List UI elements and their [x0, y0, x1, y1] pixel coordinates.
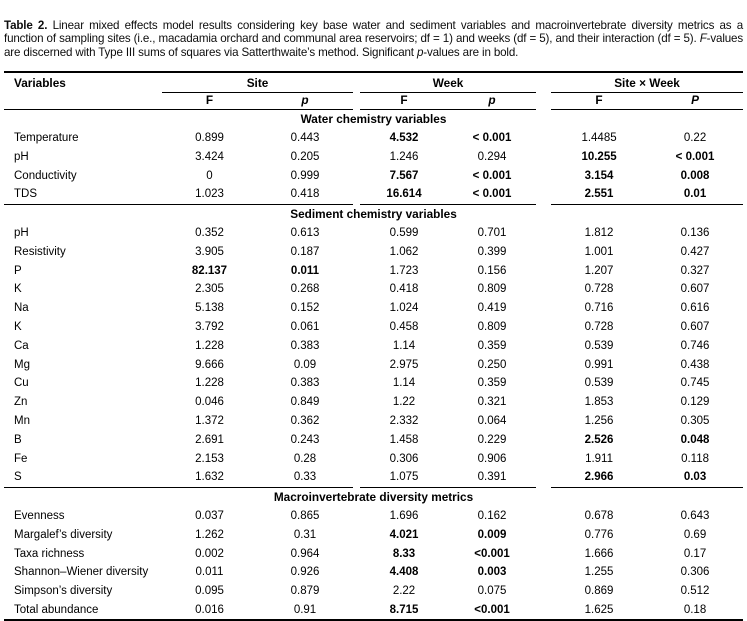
variable-label: K	[14, 283, 22, 296]
column-gap	[353, 129, 360, 148]
value-cell: 0.746	[680, 339, 710, 352]
value-cell: 0.31	[293, 528, 317, 541]
column-gap	[536, 544, 551, 563]
column-gap	[536, 563, 551, 582]
value-cell: 0.607	[680, 283, 710, 296]
column-header-week-p: p	[448, 92, 536, 109]
value-cell: 3.424	[195, 150, 224, 163]
value-cell: 0.399	[477, 245, 507, 258]
column-gap	[353, 355, 360, 374]
column-gap	[536, 280, 551, 299]
value-cell: 1.256	[584, 415, 614, 428]
value-cell: 0.359	[477, 339, 507, 352]
value-cell: 0.016	[162, 601, 257, 621]
table-row	[4, 166, 743, 185]
variable-label: Resistivity	[14, 245, 66, 258]
column-gap	[353, 525, 360, 544]
value-cell: 0.002	[195, 547, 224, 560]
value-cell: 0.156	[477, 264, 507, 277]
value-cell: 1.246	[389, 150, 419, 163]
variable-label: Temperature	[14, 132, 79, 145]
column-gap	[536, 318, 551, 337]
value-cell: 0.809	[477, 283, 507, 296]
column-group-site-week: Site × Week	[551, 72, 743, 93]
value-cell: 0	[206, 169, 213, 182]
value-cell: 0.443	[290, 132, 320, 145]
variable-label: Fe	[14, 452, 28, 465]
value-cell: 0.048	[680, 433, 710, 446]
variable-label: Margalef’s diversity	[14, 528, 113, 541]
value-cell: 0.599	[389, 227, 419, 240]
value-cell: 0.321	[477, 396, 507, 409]
table-row	[4, 412, 743, 431]
value-cell: 0.728	[584, 321, 614, 334]
variable-label: Ca	[14, 339, 29, 352]
table-row	[4, 355, 743, 374]
value-cell: 0.061	[290, 321, 320, 334]
value-cell: < 0.001	[472, 169, 512, 182]
value-cell: 0.458	[389, 321, 419, 334]
column-gap	[353, 412, 360, 431]
column-gap	[353, 336, 360, 355]
value-cell: 0.01	[647, 185, 743, 204]
column-gap	[536, 224, 551, 243]
value-cell: 3.905	[195, 245, 224, 258]
column-gap	[353, 72, 360, 93]
column-gap	[536, 449, 551, 468]
column-header-site-p: p	[257, 92, 353, 109]
value-cell: 0.607	[680, 321, 710, 334]
value-cell: 1.911	[585, 452, 613, 465]
section-header-row	[4, 204, 743, 223]
column-gap	[353, 544, 360, 563]
value-cell: 1.372	[195, 415, 224, 428]
column-gap	[536, 582, 551, 601]
column-gap	[536, 374, 551, 393]
column-gap	[353, 468, 360, 487]
value-cell: 0.999	[290, 169, 320, 182]
column-gap	[353, 582, 360, 601]
table-row	[4, 299, 743, 318]
value-cell: 0.09	[293, 358, 317, 371]
table-row	[4, 544, 743, 563]
value-cell: 0.243	[290, 433, 320, 446]
column-gap	[536, 507, 551, 526]
table-row	[4, 601, 743, 621]
column-gap	[353, 318, 360, 337]
column-gap	[353, 166, 360, 185]
value-cell: 0.152	[290, 302, 320, 315]
table-row	[4, 147, 743, 166]
value-cell: 0.003	[477, 566, 507, 579]
value-cell: 1.024	[389, 302, 419, 315]
value-cell: 0.69	[683, 528, 707, 541]
table-row	[4, 336, 743, 355]
column-gap	[353, 261, 360, 280]
value-cell: 0.187	[290, 245, 320, 258]
column-gap	[353, 507, 360, 526]
value-cell: 1.075	[360, 468, 448, 487]
value-cell: 0.118	[681, 452, 709, 465]
section-title: Water chemistry variables	[300, 112, 447, 127]
table-row	[4, 430, 743, 449]
column-gap	[536, 299, 551, 318]
column-gap	[353, 242, 360, 261]
value-cell: 2.22	[392, 585, 416, 598]
value-cell: 1.853	[584, 396, 614, 409]
value-cell: 0.008	[680, 169, 710, 182]
value-cell: 0.906	[477, 452, 507, 465]
variable-label: Zn	[14, 396, 28, 409]
value-cell: 0.383	[290, 339, 320, 352]
column-header-site-f: F	[162, 92, 257, 109]
value-cell: 0.926	[290, 566, 320, 579]
value-cell: 1.812	[584, 227, 614, 240]
table-row	[4, 224, 743, 243]
value-cell: 0.427	[680, 245, 710, 258]
value-cell: 1.255	[584, 566, 614, 579]
column-gap	[536, 166, 551, 185]
header-group-row	[4, 72, 743, 93]
table-row	[4, 280, 743, 299]
variable-label: pH	[14, 150, 29, 163]
column-header-empty	[4, 92, 162, 109]
value-cell: 1.228	[195, 377, 224, 390]
column-group-week: Week	[360, 72, 536, 93]
value-cell: 2.966	[551, 468, 647, 487]
column-gap	[536, 72, 551, 93]
section-header-row	[4, 487, 743, 506]
table-row	[4, 393, 743, 412]
value-cell: 10.255	[581, 150, 617, 163]
value-cell: 1.458	[389, 433, 419, 446]
value-cell: 1.666	[584, 547, 614, 560]
variable-label: Mn	[14, 415, 30, 428]
variable-label: Shannon–Wiener diversity	[14, 566, 149, 579]
value-cell: 2.305	[195, 283, 224, 296]
table-row	[4, 242, 743, 261]
column-header-variables: Variables	[4, 72, 162, 93]
value-cell: 0.327	[680, 264, 710, 277]
variable-label: Simpson’s diversity	[14, 585, 113, 598]
value-cell: 0.095	[195, 585, 224, 598]
value-cell: 2.691	[195, 433, 224, 446]
variable-label: Total abundance	[4, 601, 162, 621]
value-cell: 0.205	[290, 150, 320, 163]
value-cell: 0.383	[290, 377, 320, 390]
table-row	[4, 374, 743, 393]
column-header-sitexweek-p: P	[647, 92, 743, 109]
value-cell: 82.137	[191, 264, 228, 277]
value-cell: 5.138	[195, 302, 224, 315]
column-gap	[536, 468, 551, 487]
variable-label: B	[14, 433, 22, 446]
value-cell: 2.153	[195, 452, 224, 465]
value-cell: 8.33	[392, 547, 416, 560]
value-cell: 1.696	[389, 510, 419, 522]
column-gap	[353, 449, 360, 468]
variable-label: TDS	[4, 185, 162, 204]
value-cell: 0.359	[477, 377, 507, 390]
column-gap	[536, 261, 551, 280]
column-gap	[536, 185, 551, 204]
table-row	[4, 563, 743, 582]
table-caption-label: Table 2.	[4, 18, 48, 32]
variable-label: P	[14, 264, 22, 277]
value-cell: 1.023	[162, 185, 257, 204]
column-gap	[353, 147, 360, 166]
value-cell: 1.632	[162, 468, 257, 487]
table-row	[4, 468, 743, 487]
column-gap	[536, 430, 551, 449]
value-cell: 0.91	[257, 601, 353, 621]
column-gap	[536, 355, 551, 374]
value-cell: 0.418	[257, 185, 353, 204]
column-gap	[536, 336, 551, 355]
value-cell: 0.28	[293, 452, 317, 465]
variable-label: K	[14, 321, 22, 334]
value-cell: 0.776	[584, 528, 614, 541]
column-gap	[353, 601, 360, 621]
value-cell: 0.964	[290, 547, 320, 560]
value-cell: 0.075	[477, 585, 507, 598]
value-cell: 0.879	[290, 585, 320, 598]
value-cell: 0.418	[389, 283, 419, 296]
value-cell: 0.616	[680, 302, 710, 315]
column-gap	[353, 185, 360, 204]
section-header-row	[4, 109, 743, 128]
value-cell: 0.539	[584, 339, 614, 352]
value-cell: 4.021	[389, 528, 419, 541]
value-cell: 0.18	[647, 601, 743, 621]
value-cell: 0.009	[477, 528, 507, 541]
value-cell: 0.306	[389, 452, 419, 465]
table-row	[4, 261, 743, 280]
value-cell: 16.614	[360, 185, 448, 204]
value-cell: 3.154	[584, 169, 614, 182]
value-cell: 8.715	[360, 601, 448, 621]
column-gap	[536, 147, 551, 166]
table-row	[4, 582, 743, 601]
value-cell: 2.975	[389, 358, 419, 371]
table-row	[4, 129, 743, 148]
value-cell: 0.678	[584, 510, 614, 522]
column-gap	[353, 92, 360, 109]
value-cell: 1.207	[584, 264, 614, 277]
column-gap	[353, 430, 360, 449]
variable-label: S	[4, 468, 162, 487]
value-cell: 0.391	[448, 468, 536, 487]
value-cell: 4.532	[389, 132, 419, 145]
value-cell: 0.728	[584, 283, 614, 296]
value-cell: 1.14	[392, 339, 416, 352]
value-cell: 0.701	[477, 227, 507, 240]
column-gap	[536, 92, 551, 109]
table-row	[4, 318, 743, 337]
value-cell: 3.792	[195, 321, 224, 334]
column-gap	[536, 412, 551, 431]
value-cell: 0.419	[477, 302, 507, 315]
variable-label: Mg	[14, 358, 30, 371]
value-cell: 1.14	[392, 377, 416, 390]
value-cell: 0.229	[477, 433, 507, 446]
column-gap	[536, 601, 551, 621]
value-cell: 0.539	[584, 377, 614, 390]
value-cell: 0.22	[683, 132, 707, 145]
section-title: Sediment chemistry variables	[290, 207, 457, 222]
variable-label: Evenness	[14, 510, 65, 522]
value-cell: 4.408	[389, 566, 419, 579]
column-gap	[353, 299, 360, 318]
value-cell: 0.809	[477, 321, 507, 334]
value-cell: 0.294	[477, 150, 507, 163]
value-cell: 0.716	[584, 302, 614, 315]
value-cell: 0.011	[195, 566, 224, 579]
value-cell: 0.512	[680, 585, 710, 598]
value-cell: 0.438	[680, 358, 710, 371]
value-cell: 0.268	[290, 283, 320, 296]
value-cell: 1.22	[392, 396, 416, 409]
value-cell: 0.991	[584, 358, 614, 371]
table-row	[4, 185, 743, 204]
value-cell: 0.064	[477, 415, 507, 428]
column-gap	[536, 393, 551, 412]
column-gap	[353, 280, 360, 299]
value-cell: 0.250	[477, 358, 507, 371]
column-gap	[353, 224, 360, 243]
value-cell: 0.352	[195, 227, 224, 240]
value-cell: 0.865	[290, 510, 320, 522]
column-gap	[353, 393, 360, 412]
column-gap	[536, 525, 551, 544]
value-cell: < 0.001	[472, 132, 512, 145]
value-cell: 0.011	[290, 264, 320, 277]
value-cell: 2.551	[551, 185, 647, 204]
header-stat-row	[4, 92, 743, 109]
value-cell: 0.306	[680, 566, 710, 579]
column-gap	[536, 242, 551, 261]
value-cell: 7.567	[389, 169, 419, 182]
value-cell: 1.625	[551, 601, 647, 621]
value-cell: 0.33	[257, 468, 353, 487]
variable-label: Taxa richness	[14, 547, 85, 560]
value-cell: 2.526	[584, 433, 614, 446]
variable-label: pH	[14, 227, 29, 240]
value-cell: 0.869	[584, 585, 614, 598]
value-cell: 0.745	[680, 377, 710, 390]
variable-label: Na	[14, 302, 29, 315]
value-cell: 2.332	[389, 415, 419, 428]
variable-label: Cu	[14, 377, 29, 390]
results-table	[4, 71, 743, 621]
value-cell: 1.4485	[581, 132, 617, 145]
value-cell: 1.001	[584, 245, 614, 258]
value-cell: 0.136	[680, 227, 710, 240]
value-cell: 1.062	[389, 245, 419, 258]
column-gap	[353, 374, 360, 393]
column-group-site: Site	[162, 72, 353, 93]
table-row	[4, 525, 743, 544]
value-cell: 0.129	[680, 396, 710, 409]
value-cell: <0.001	[474, 547, 510, 560]
column-gap	[536, 129, 551, 148]
value-cell: <0.001	[448, 601, 536, 621]
variable-label: Conductivity	[14, 169, 77, 182]
value-cell: 1.262	[195, 528, 224, 541]
value-cell: 0.03	[647, 468, 743, 487]
value-cell: 0.643	[680, 510, 710, 522]
value-cell: 1.228	[195, 339, 224, 352]
value-cell: 0.17	[683, 547, 707, 560]
value-cell: 0.849	[290, 396, 320, 409]
value-cell: 9.666	[195, 358, 224, 371]
section-title: Macroinvertebrate diversity metrics	[273, 490, 474, 505]
column-header-week-f: F	[360, 92, 448, 109]
column-gap	[353, 563, 360, 582]
table-caption	[4, 19, 743, 60]
value-cell: 0.305	[680, 415, 710, 428]
column-header-sitexweek-f: F	[551, 92, 647, 109]
value-cell: 0.162	[477, 510, 507, 522]
table-caption-text: Linear mixed effects model results considering key base water and sediment variables and macroinvertebrate diversity metrics as a function of sampling sites (i.e., macadamia orchard and communal area reservoirs; df = 1) and weeks (df = 5), and their interaction (df = 5). F-values are discerned with Type III sums of squares via Satterthwaite’s method. Significant p-values are in bold.	[4, 18, 743, 59]
value-cell: 0.613	[290, 227, 320, 240]
value-cell: < 0.001	[675, 150, 715, 163]
value-cell: 0.899	[195, 132, 224, 145]
table-row	[4, 449, 743, 468]
value-cell: 0.037	[195, 510, 224, 522]
value-cell: 0.362	[290, 415, 320, 428]
value-cell: < 0.001	[448, 185, 536, 204]
table-row	[4, 507, 743, 526]
value-cell: 1.723	[389, 264, 419, 277]
value-cell: 0.046	[195, 396, 224, 409]
